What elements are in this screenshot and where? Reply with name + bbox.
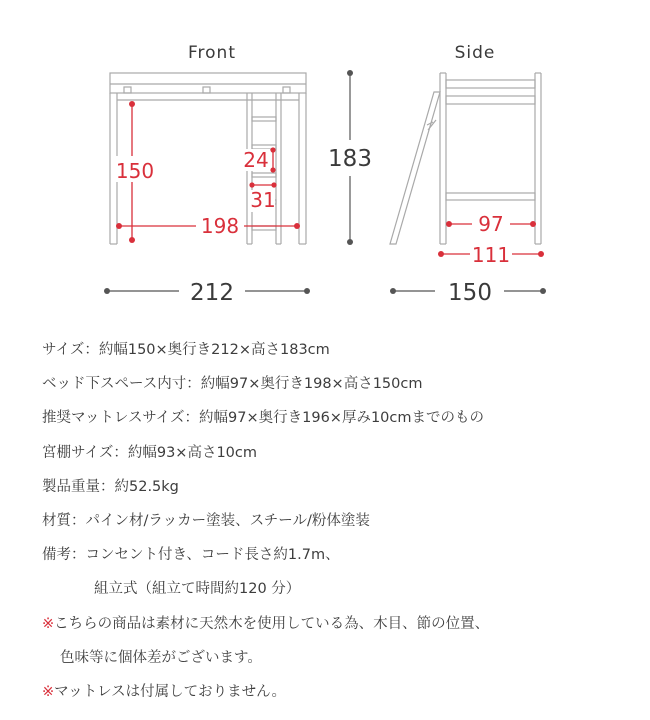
spec-under-space: ベッド下スペース内寸：約幅97×奥行き198×高さ150cm [42, 376, 423, 393]
note-mark: ※ [42, 683, 55, 700]
spec-remarks: 備考：コンセント付き、コード長さ約1.7m、 [42, 547, 340, 564]
note-mattress-not-included [42, 680, 642, 714]
dim-ladder-step-height [243, 147, 276, 172]
spec-shelf: 宮棚サイズ：約幅93×高さ10cm [42, 444, 257, 461]
dim-outer-width-label: 111 [471, 243, 511, 267]
front-label: Front [188, 43, 236, 63]
side-label: Side [454, 43, 496, 63]
note-natural-wood-text: こちらの商品は素材に天然木を使用している為、木目、節の位置、 [54, 615, 490, 632]
dim-ladder-step-width-label: 31 [250, 188, 276, 212]
front-view [104, 43, 310, 306]
spec-material: 材質：パイン材/ラッカー塗装、スチール/粉体塗装 [42, 512, 370, 529]
spec-weight: 製品重量：約52.5kg [42, 478, 179, 495]
dim-overall-depth [390, 280, 546, 306]
spec-list [42, 338, 642, 714]
dim-overall-width-label: 212 [190, 280, 234, 306]
side-ladder [390, 92, 440, 244]
note-natural-wood [42, 612, 642, 646]
dim-overall-width [104, 280, 310, 306]
note-natural-wood-continued: 色味等に個体差がございます。 [60, 649, 262, 666]
dim-space-height [112, 101, 158, 243]
spec-mattress: 推奨マットレスサイズ：約幅97×奥行き196×厚み10cmまでのもの [42, 410, 485, 427]
dim-outer-width [438, 242, 544, 267]
note-mark: ※ [42, 615, 55, 632]
dim-inner-width [446, 212, 536, 236]
note-mattress-text: マットレスは付属しておりません。 [54, 683, 287, 700]
dim-space-height-label: 150 [115, 159, 155, 183]
spec-remarks-continued: 組立式（組立て時間約120 分） [94, 581, 301, 598]
dim-inner-width-label: 97 [478, 212, 504, 236]
side-view [390, 43, 546, 306]
spec-size: サイズ：約幅150×奥行き212×高さ183cm [42, 342, 330, 358]
dim-space-length-label: 198 [200, 214, 240, 238]
dim-overall-height-label: 183 [328, 146, 372, 172]
dim-overall-height [328, 70, 372, 245]
dim-space-length [116, 214, 300, 238]
dimension-diagram [0, 0, 650, 330]
dim-overall-depth-label: 150 [448, 280, 492, 306]
dim-ladder-step-height-label: 24 [243, 148, 269, 172]
dim-ladder-step-width [249, 182, 276, 212]
